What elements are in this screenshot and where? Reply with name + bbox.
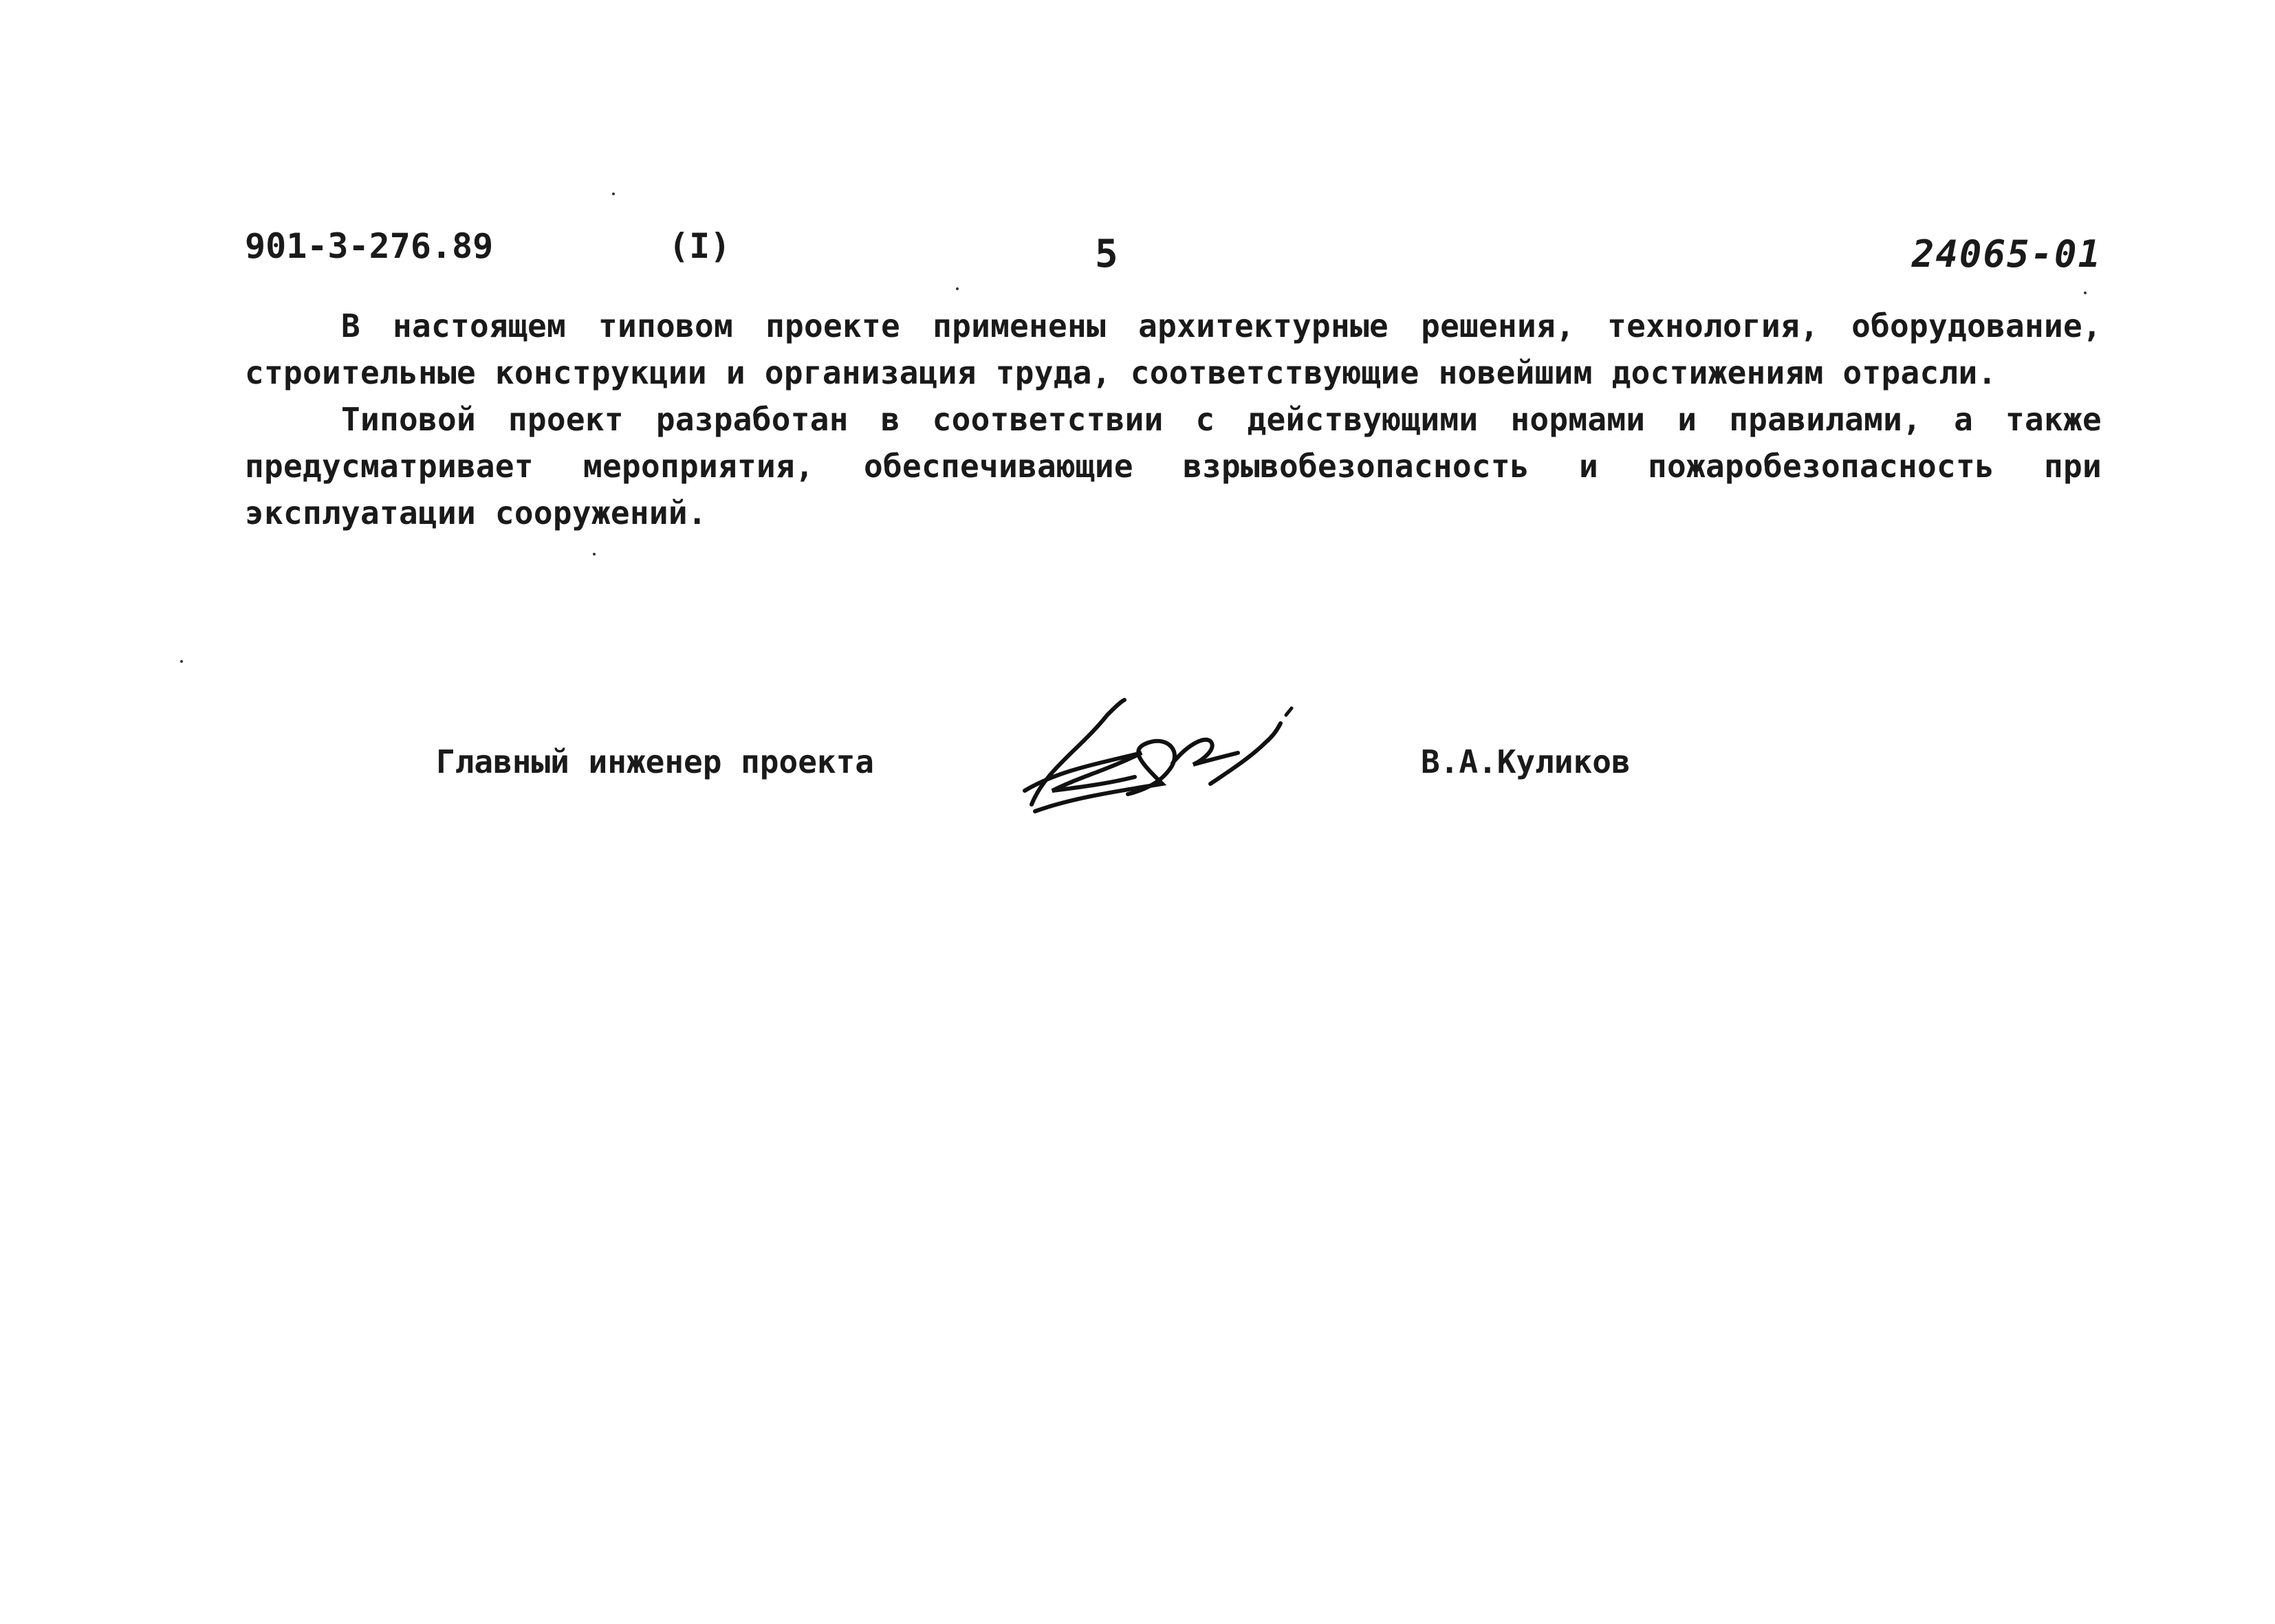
paragraph-2: Типовой проект разработан в соответствии с действующими нормами и правилами, а также предусматривает мероприятия, обеспечивающие взрывобезопасность и пожаробезопасность при эксплуатации сооружений. — [245, 401, 2102, 531]
scan-speck — [593, 553, 596, 556]
document-code: 901-3-276.89 — [245, 226, 494, 266]
scan-speck — [2084, 292, 2087, 294]
scan-speck — [180, 660, 183, 663]
handwritten-signature — [1004, 688, 1307, 825]
document-part: (I) — [668, 226, 731, 266]
paragraph-1: В настоящем типовом проекте применены архитектурные решения, технология, оборудование, строительные конструкции и организация труда, соответствующие новейшим достижениям отрасли. — [245, 307, 2102, 391]
body-text — [245, 303, 2102, 536]
scan-speck — [956, 287, 959, 290]
scan-speck — [612, 193, 615, 195]
signature-title: Главный инженер проекта — [436, 743, 874, 780]
signatory-name: В.А.Куликов — [1421, 743, 1631, 780]
page-number: 5 — [1095, 232, 1118, 276]
inventory-number: 24065-01 — [1911, 232, 2102, 276]
